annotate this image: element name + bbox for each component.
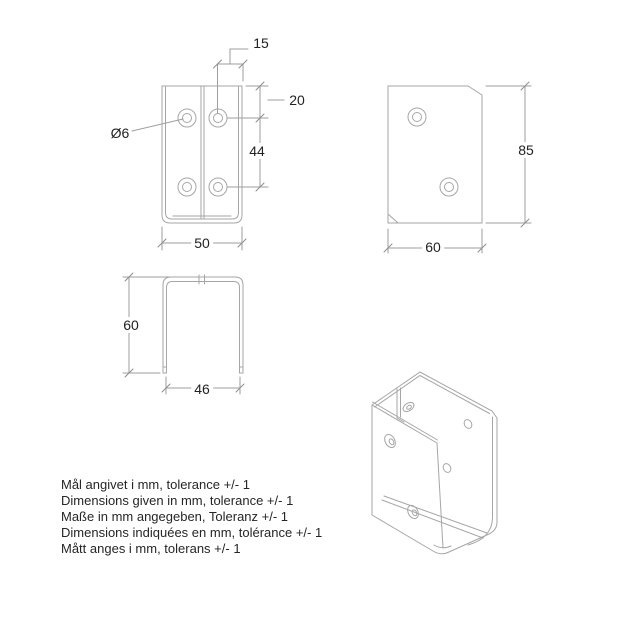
- dim-60-top-label: 60: [120, 317, 142, 333]
- note-line-sv: Mått anges i mm, tolerans +/- 1: [61, 541, 241, 556]
- dim-44-label: 44: [246, 143, 268, 159]
- dim-46-label: 46: [191, 381, 213, 397]
- note-line-fr: Dimensions indiquées en mm, tolérance +/- 1: [61, 525, 323, 540]
- dim-60-side-label: 60: [422, 239, 444, 255]
- dim-dia6-leader: [132, 119, 183, 131]
- dim-dia6-label: Ø6: [110, 125, 130, 141]
- isometric-view: [372, 372, 497, 554]
- dim-15-label: 15: [253, 35, 269, 51]
- tolerance-notes: [61, 477, 322, 557]
- dim-20-label: 20: [289, 92, 305, 108]
- note-line-en: Dimensions given in mm, tolerance +/- 1: [61, 493, 294, 508]
- top-view: [123, 273, 244, 394]
- dim-15: [214, 49, 249, 113]
- dim-85-label: 85: [515, 142, 537, 158]
- side-view: [384, 82, 531, 253]
- note-line-da: Mål angivet i mm, tolerance +/- 1: [61, 477, 250, 492]
- note-line-de: Maße in mm angegeben, Toleranz +/- 1: [61, 509, 289, 524]
- dim-50-label: 50: [191, 235, 213, 251]
- dim-20-44: [227, 82, 284, 191]
